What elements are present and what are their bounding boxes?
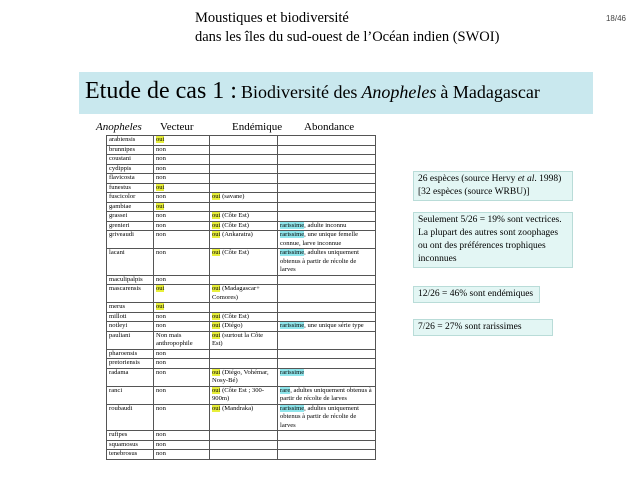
cell-vector: non [154, 193, 210, 203]
note2-line4: inconnues [418, 254, 457, 264]
cell-abundance [278, 174, 376, 184]
table-row [107, 331, 376, 349]
cell-endemic [210, 275, 278, 285]
cell-vector: non [154, 440, 210, 450]
table-row [107, 183, 376, 193]
cell-endemic: oui (savane) [210, 193, 278, 203]
cell-species: fuscicolor [107, 193, 154, 203]
cell-endemic [210, 155, 278, 165]
cell-species: brunnipes [107, 145, 154, 155]
cell-vector [154, 183, 210, 193]
cell-species: merus [107, 303, 154, 313]
table-row [107, 368, 376, 386]
cell-endemic [210, 349, 278, 359]
vector-highlight: oui [156, 285, 165, 292]
cell-species: rufipes [107, 431, 154, 441]
cell-species: maculipalpis [107, 275, 154, 285]
cell-abundance [278, 331, 376, 349]
cell-endemic [210, 183, 278, 193]
cell-vector: non [154, 231, 210, 249]
cell-abundance [278, 349, 376, 359]
table-row [107, 164, 376, 174]
note1-after: . 1998) [534, 174, 562, 184]
cell-vector: non [154, 275, 210, 285]
cell-abundance [278, 193, 376, 203]
cell-vector: non [154, 404, 210, 431]
slide-title [85, 78, 540, 105]
cell-endemic: oui (Côte Est) [210, 221, 278, 231]
cell-abundance [278, 431, 376, 441]
cell-abundance [278, 368, 376, 386]
cell-species: cydippis [107, 164, 154, 174]
cell-vector: non [154, 221, 210, 231]
page-number: 18/46 [605, 14, 626, 23]
cell-abundance [278, 303, 376, 313]
abundance-highlight: rarissime [280, 404, 305, 412]
note2-line1: Seulement 5/26 = 19% sont vectrices. [418, 215, 562, 225]
cell-species: milloti [107, 312, 154, 322]
title-prefix: Etude de cas 1 : [85, 78, 237, 104]
table-row [107, 303, 376, 313]
table-row [107, 440, 376, 450]
cell-species: grenieri [107, 221, 154, 231]
cell-endemic: oui (Côte Est ; 300-900m) [210, 386, 278, 404]
table-row [107, 221, 376, 231]
cell-endemic [210, 145, 278, 155]
endemic-highlight: oui [212, 322, 221, 329]
cell-endemic: oui (Diégo, Vohémar, Nosy-Bé) [210, 368, 278, 386]
cell-endemic: oui (Mandraka) [210, 404, 278, 431]
table-row [107, 322, 376, 332]
cell-endemic [210, 136, 278, 146]
cell-endemic: oui (Ankaratra) [210, 231, 278, 249]
table-row [107, 386, 376, 404]
cell-abundance: rarissime, adultes uniquement obtenus à partir de récolte de larves [278, 404, 376, 431]
table-row [107, 312, 376, 322]
cell-abundance: rarissime, adulte inconnu [278, 221, 376, 231]
endemic-highlight: oui [212, 193, 221, 200]
cell-abundance [278, 275, 376, 285]
abundance-highlight: rarissime [280, 322, 305, 329]
cell-species: griveaudi [107, 231, 154, 249]
abundance-highlight: rare [280, 386, 291, 394]
cell-species: roubaudi [107, 404, 154, 431]
note1-italic: et al [517, 174, 535, 184]
cell-endemic: oui (Côte Est) [210, 249, 278, 276]
cell-endemic: oui (Côte Est) [210, 212, 278, 222]
cell-endemic [210, 440, 278, 450]
note1-before: 26 espèces (source Hervy [418, 174, 518, 184]
endemic-highlight: oui [212, 212, 221, 219]
table-row [107, 174, 376, 184]
table-row [107, 285, 376, 303]
cell-vector: non [154, 450, 210, 460]
header-title-line2: dans les îles du sud-ouest de l’Océan indien (SWOI) [195, 29, 500, 45]
column-header-vector: Vecteur [160, 121, 194, 133]
endemic-highlight: oui [212, 386, 221, 394]
cell-species: pretoriensis [107, 359, 154, 369]
cell-abundance [278, 285, 376, 303]
table-row [107, 404, 376, 431]
species-table [106, 135, 376, 460]
cell-abundance [278, 312, 376, 322]
cell-species: grassei [107, 212, 154, 222]
cell-endemic: oui (Madagascar+ Comores) [210, 285, 278, 303]
endemic-highlight: oui [212, 331, 221, 339]
endemic-highlight: oui [212, 312, 221, 320]
endemic-highlight: oui [212, 221, 221, 229]
table-row [107, 136, 376, 146]
cell-species: pauliani [107, 331, 154, 349]
cell-vector: non [154, 212, 210, 222]
cell-species: notleyi [107, 322, 154, 332]
cell-species: funestus [107, 183, 154, 193]
cell-species: coustani [107, 155, 154, 165]
abundance-highlight: rarissime [280, 231, 305, 238]
table-row [107, 431, 376, 441]
title-part1: Biodiversité des [240, 82, 358, 102]
table-row [107, 249, 376, 276]
cell-abundance [278, 155, 376, 165]
cell-vector: non [154, 322, 210, 332]
cell-species: radama [107, 368, 154, 386]
cell-vector: non [154, 174, 210, 184]
cell-vector [154, 202, 210, 212]
table-row [107, 231, 376, 249]
species-table-body [107, 136, 376, 460]
cell-vector: non [154, 386, 210, 404]
cell-endemic [210, 164, 278, 174]
cell-abundance [278, 145, 376, 155]
table-row [107, 349, 376, 359]
endemic-highlight: oui [212, 404, 221, 412]
table-row [107, 202, 376, 212]
column-header-endemic: Endémique [232, 121, 283, 133]
cell-vector: non [154, 349, 210, 359]
cell-vector: non [154, 155, 210, 165]
cell-endemic [210, 202, 278, 212]
note-rare: 7/26 = 27% sont rarissimes [413, 319, 553, 336]
abundance-highlight: rarissime [280, 368, 305, 376]
cell-species: squamosus [107, 440, 154, 450]
vector-highlight: oui [156, 183, 165, 191]
table-row [107, 193, 376, 203]
cell-vector [154, 285, 210, 303]
endemic-highlight: oui [212, 368, 221, 376]
cell-species: mascarensis [107, 285, 154, 303]
cell-abundance: rare, adultes uniquement obtenus à partir de récolte de larves [278, 386, 376, 404]
cell-species: ranci [107, 386, 154, 404]
endemic-highlight: oui [212, 285, 221, 292]
cell-abundance [278, 440, 376, 450]
table-row [107, 155, 376, 165]
cell-endemic: oui (Côte Est) [210, 312, 278, 322]
cell-endemic [210, 303, 278, 313]
cell-abundance [278, 202, 376, 212]
note-endemic: 12/26 = 46% sont endémiques [413, 286, 540, 303]
table-row [107, 450, 376, 460]
cell-abundance [278, 136, 376, 146]
cell-endemic [210, 450, 278, 460]
table-row [107, 275, 376, 285]
cell-abundance: rarissime, une unique série type [278, 322, 376, 332]
cell-endemic: oui (surtout la Côte Est) [210, 331, 278, 349]
note1-line2: [32 espèces (source WRBU)] [418, 187, 530, 197]
cell-abundance: rarissime, une unique femelle connue, larve inconnue [278, 231, 376, 249]
note2-line2: La plupart des autres sont zoophages [418, 228, 559, 238]
cell-vector: non [154, 249, 210, 276]
cell-species: arabiensis [107, 136, 154, 146]
column-header-abundance: Abondance [304, 121, 355, 133]
header-title-line1: Moustiques et biodiversité [195, 10, 349, 26]
cell-vector: non [154, 359, 210, 369]
vector-highlight: oui [156, 303, 165, 310]
cell-vector: non [154, 431, 210, 441]
cell-endemic [210, 359, 278, 369]
cell-endemic [210, 174, 278, 184]
abundance-highlight: rarissime [280, 221, 305, 229]
cell-abundance: rarissime, adultes uniquement obtenus à partir de récolte de larves [278, 249, 376, 276]
table-row [107, 145, 376, 155]
table-row [107, 359, 376, 369]
note2-line3: ou ont des préférences trophiques [418, 241, 546, 251]
cell-abundance [278, 450, 376, 460]
cell-species: lacani [107, 249, 154, 276]
cell-species: pharoensis [107, 349, 154, 359]
title-part2: à Madagascar [440, 82, 540, 102]
vector-highlight: oui [156, 136, 165, 143]
cell-species: flavicosta [107, 174, 154, 184]
cell-endemic [210, 431, 278, 441]
table-row [107, 212, 376, 222]
cell-species: tenebrosus [107, 450, 154, 460]
note-species-count [413, 171, 573, 201]
cell-abundance [278, 183, 376, 193]
abundance-highlight: rarissime [280, 249, 305, 256]
cell-abundance [278, 164, 376, 174]
cell-species: gambiae [107, 202, 154, 212]
endemic-highlight: oui [212, 231, 221, 238]
cell-vector: non [154, 145, 210, 155]
cell-vector: non [154, 164, 210, 174]
cell-vector: non [154, 312, 210, 322]
vector-highlight: oui [156, 202, 165, 210]
cell-endemic: oui (Diégo) [210, 322, 278, 332]
cell-vector: non [154, 368, 210, 386]
cell-abundance [278, 212, 376, 222]
column-header-species: Anopheles [96, 121, 142, 133]
cell-vector [154, 136, 210, 146]
endemic-highlight: oui [212, 249, 221, 256]
note-vectors [413, 212, 573, 268]
cell-vector: Non mais anthropophile [154, 331, 210, 349]
cell-abundance [278, 359, 376, 369]
cell-vector [154, 303, 210, 313]
title-italic: Anopheles [361, 82, 437, 102]
